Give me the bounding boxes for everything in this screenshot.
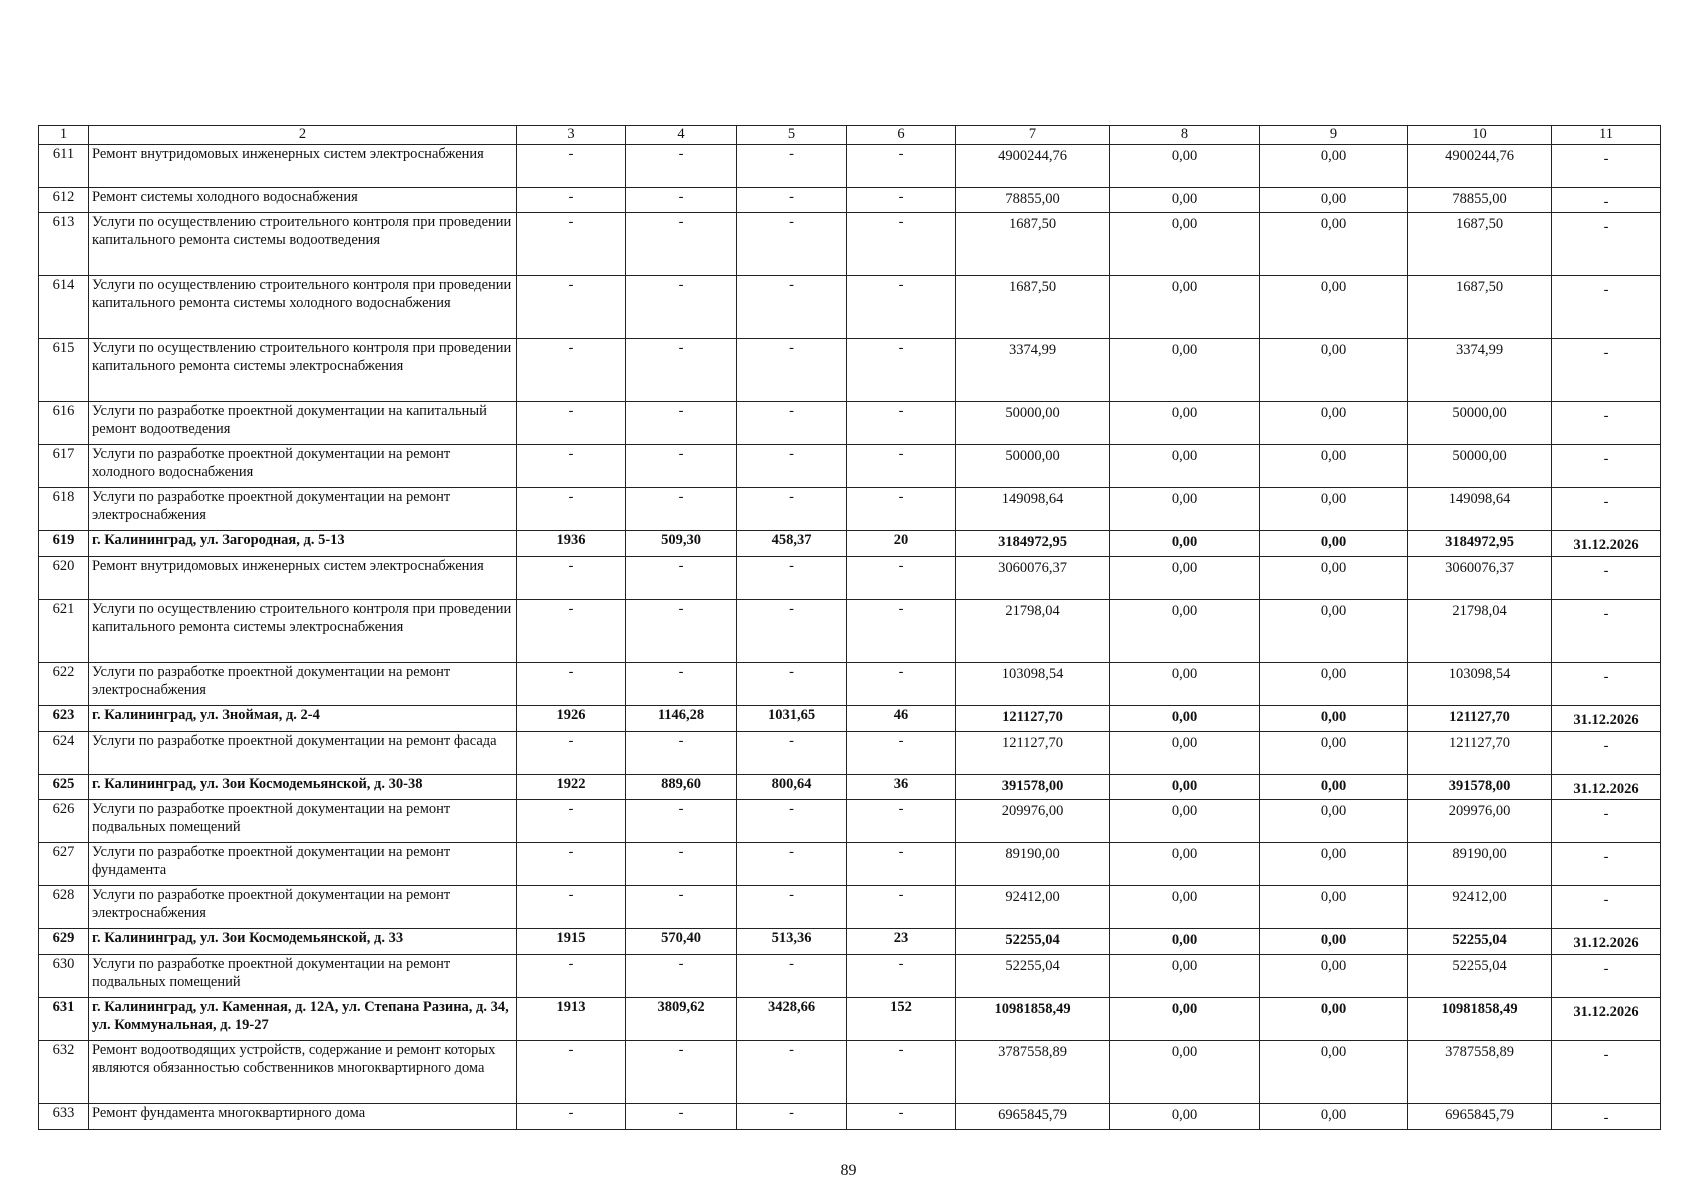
col5-cell: -: [737, 663, 847, 706]
col8-cell: 0,00: [1110, 402, 1260, 445]
col6-cell: -: [847, 187, 956, 213]
row-number-cell: 629: [39, 929, 89, 955]
address-row: [39, 998, 1661, 1041]
col11-cell: -: [1552, 600, 1661, 663]
col3-cell: -: [517, 800, 626, 843]
col4-cell: -: [626, 445, 737, 488]
col3-cell: -: [517, 445, 626, 488]
col4-cell: -: [626, 276, 737, 339]
col11-cell: 31.12.2026: [1552, 774, 1661, 800]
row-number-cell: 613: [39, 213, 89, 276]
col4-cell: 889,60: [626, 774, 737, 800]
col3-cell: -: [517, 663, 626, 706]
col7-cell: 3060076,37: [956, 557, 1110, 600]
col9-cell: 0,00: [1260, 600, 1408, 663]
col5-cell: -: [737, 339, 847, 402]
col8-cell: 0,00: [1110, 488, 1260, 531]
col3-cell: -: [517, 1104, 626, 1130]
row-number-cell: 622: [39, 663, 89, 706]
work-name-cell: Услуги по разработке проектной документации на ремонт электроснабжения: [89, 488, 517, 531]
col6-cell: 152: [847, 998, 956, 1041]
col8-cell: 0,00: [1110, 213, 1260, 276]
work-item-row: [39, 276, 1661, 339]
col7-cell: 149098,64: [956, 488, 1110, 531]
col6-cell: 46: [847, 706, 956, 732]
col3-cell: 1922: [517, 774, 626, 800]
work-name-cell: Ремонт водоотводящих устройств, содержание и ремонт которых являются обязанностью собственников многоквартирного дома: [89, 1041, 517, 1104]
work-name-cell: Ремонт системы холодного водоснабжения: [89, 187, 517, 213]
work-name-cell: Услуги по разработке проектной документации на ремонт подвальных помещений: [89, 955, 517, 998]
col6-cell: -: [847, 488, 956, 531]
column-header: 9: [1260, 126, 1408, 145]
address-row: [39, 929, 1661, 955]
work-item-row: [39, 955, 1661, 998]
col6-cell: -: [847, 800, 956, 843]
col9-cell: 0,00: [1260, 187, 1408, 213]
col8-cell: 0,00: [1110, 800, 1260, 843]
col3-cell: -: [517, 276, 626, 339]
col11-cell: -: [1552, 445, 1661, 488]
col7-cell: 78855,00: [956, 187, 1110, 213]
row-number-cell: 618: [39, 488, 89, 531]
col10-cell: 3060076,37: [1408, 557, 1552, 600]
col7-cell: 1687,50: [956, 213, 1110, 276]
row-number-cell: 630: [39, 955, 89, 998]
work-name-cell: Услуги по осуществлению строительного контроля при проведении капитального ремонта системы электроснабжения: [89, 600, 517, 663]
col6-cell: -: [847, 144, 956, 187]
col3-cell: -: [517, 843, 626, 886]
col4-cell: -: [626, 600, 737, 663]
work-item-row: [39, 600, 1661, 663]
col7-cell: 50000,00: [956, 402, 1110, 445]
col10-cell: 50000,00: [1408, 402, 1552, 445]
work-item-row: [39, 187, 1661, 213]
col11-cell: -: [1552, 488, 1661, 531]
header-row: [39, 126, 1661, 145]
col9-cell: 0,00: [1260, 800, 1408, 843]
col11-cell: -: [1552, 886, 1661, 929]
col4-cell: -: [626, 800, 737, 843]
work-name-cell: Услуги по осуществлению строительного контроля при проведении капитального ремонта системы электроснабжения: [89, 339, 517, 402]
col10-cell: 52255,04: [1408, 929, 1552, 955]
col5-cell: 458,37: [737, 531, 847, 557]
col8-cell: 0,00: [1110, 187, 1260, 213]
col11-cell: -: [1552, 731, 1661, 774]
col9-cell: 0,00: [1260, 843, 1408, 886]
col7-cell: 3184972,95: [956, 531, 1110, 557]
col10-cell: 121127,70: [1408, 706, 1552, 732]
work-item-row: [39, 213, 1661, 276]
row-number-cell: 616: [39, 402, 89, 445]
col6-cell: -: [847, 276, 956, 339]
col11-cell: 31.12.2026: [1552, 706, 1661, 732]
col7-cell: 92412,00: [956, 886, 1110, 929]
col7-cell: 50000,00: [956, 445, 1110, 488]
col9-cell: 0,00: [1260, 1104, 1408, 1130]
col5-cell: 800,64: [737, 774, 847, 800]
work-item-row: [39, 843, 1661, 886]
col4-cell: -: [626, 557, 737, 600]
work-name-cell: Ремонт фундамента многоквартирного дома: [89, 1104, 517, 1130]
col6-cell: -: [847, 731, 956, 774]
row-number-cell: 615: [39, 339, 89, 402]
col6-cell: -: [847, 600, 956, 663]
row-number-cell: 633: [39, 1104, 89, 1130]
col10-cell: 1687,50: [1408, 213, 1552, 276]
col5-cell: -: [737, 886, 847, 929]
col10-cell: 21798,04: [1408, 600, 1552, 663]
col7-cell: 10981858,49: [956, 998, 1110, 1041]
col9-cell: 0,00: [1260, 731, 1408, 774]
col5-cell: -: [737, 843, 847, 886]
col6-cell: 20: [847, 531, 956, 557]
work-name-cell: Услуги по разработке проектной документации на ремонт электроснабжения: [89, 886, 517, 929]
col5-cell: -: [737, 557, 847, 600]
col4-cell: -: [626, 955, 737, 998]
work-name-cell: Услуги по разработке проектной документации на ремонт электроснабжения: [89, 663, 517, 706]
address-row: [39, 706, 1661, 732]
col4-cell: -: [626, 1104, 737, 1130]
work-name-cell: Услуги по разработке проектной документации на капитальный ремонт водоотведения: [89, 402, 517, 445]
work-name-cell: Услуги по осуществлению строительного контроля при проведении капитального ремонта системы водоотведения: [89, 213, 517, 276]
col4-cell: -: [626, 663, 737, 706]
col3-cell: -: [517, 402, 626, 445]
col5-cell: -: [737, 1041, 847, 1104]
col3-cell: -: [517, 187, 626, 213]
col11-cell: 31.12.2026: [1552, 998, 1661, 1041]
col10-cell: 103098,54: [1408, 663, 1552, 706]
col3-cell: -: [517, 731, 626, 774]
col11-cell: 31.12.2026: [1552, 929, 1661, 955]
column-header: 10: [1408, 126, 1552, 145]
col8-cell: 0,00: [1110, 276, 1260, 339]
col7-cell: 4900244,76: [956, 144, 1110, 187]
row-number-cell: 626: [39, 800, 89, 843]
work-item-row: [39, 886, 1661, 929]
col8-cell: 0,00: [1110, 706, 1260, 732]
col10-cell: 149098,64: [1408, 488, 1552, 531]
col8-cell: 0,00: [1110, 929, 1260, 955]
row-number-cell: 614: [39, 276, 89, 339]
col10-cell: 78855,00: [1408, 187, 1552, 213]
column-header: 1: [39, 126, 89, 145]
col4-cell: -: [626, 339, 737, 402]
col7-cell: 3374,99: [956, 339, 1110, 402]
col10-cell: 52255,04: [1408, 955, 1552, 998]
row-number-cell: 625: [39, 774, 89, 800]
row-number-cell: 623: [39, 706, 89, 732]
work-item-row: [39, 557, 1661, 600]
col10-cell: 92412,00: [1408, 886, 1552, 929]
col8-cell: 0,00: [1110, 731, 1260, 774]
col3-cell: -: [517, 144, 626, 187]
column-header: 7: [956, 126, 1110, 145]
row-number-cell: 620: [39, 557, 89, 600]
col3-cell: 1936: [517, 531, 626, 557]
capital-repair-table: [38, 125, 1661, 1130]
col8-cell: 0,00: [1110, 843, 1260, 886]
col7-cell: 391578,00: [956, 774, 1110, 800]
work-name-cell: Услуги по осуществлению строительного контроля при проведении капитального ремонта системы холодного водоснабжения: [89, 276, 517, 339]
col9-cell: 0,00: [1260, 557, 1408, 600]
col9-cell: 0,00: [1260, 276, 1408, 339]
col9-cell: 0,00: [1260, 663, 1408, 706]
col9-cell: 0,00: [1260, 339, 1408, 402]
col5-cell: -: [737, 800, 847, 843]
row-number-cell: 627: [39, 843, 89, 886]
row-number-cell: 612: [39, 187, 89, 213]
col4-cell: -: [626, 213, 737, 276]
col9-cell: 0,00: [1260, 213, 1408, 276]
col3-cell: 1915: [517, 929, 626, 955]
col10-cell: 50000,00: [1408, 445, 1552, 488]
col7-cell: 89190,00: [956, 843, 1110, 886]
col4-cell: -: [626, 488, 737, 531]
col6-cell: -: [847, 213, 956, 276]
col11-cell: -: [1552, 402, 1661, 445]
col9-cell: 0,00: [1260, 144, 1408, 187]
col8-cell: 0,00: [1110, 886, 1260, 929]
col7-cell: 6965845,79: [956, 1104, 1110, 1130]
col11-cell: -: [1552, 843, 1661, 886]
col4-cell: -: [626, 843, 737, 886]
work-name-cell: Ремонт внутридомовых инженерных систем электроснабжения: [89, 144, 517, 187]
col7-cell: 52255,04: [956, 955, 1110, 998]
col3-cell: -: [517, 557, 626, 600]
col8-cell: 0,00: [1110, 339, 1260, 402]
col11-cell: -: [1552, 955, 1661, 998]
col6-cell: -: [847, 843, 956, 886]
col5-cell: 513,36: [737, 929, 847, 955]
col5-cell: 3428,66: [737, 998, 847, 1041]
col6-cell: 23: [847, 929, 956, 955]
col8-cell: 0,00: [1110, 998, 1260, 1041]
col5-cell: -: [737, 187, 847, 213]
col4-cell: -: [626, 402, 737, 445]
col6-cell: -: [847, 402, 956, 445]
work-name-cell: Услуги по разработке проектной документации на ремонт холодного водоснабжения: [89, 445, 517, 488]
col8-cell: 0,00: [1110, 531, 1260, 557]
col9-cell: 0,00: [1260, 929, 1408, 955]
col4-cell: -: [626, 1041, 737, 1104]
work-item-row: [39, 402, 1661, 445]
col11-cell: -: [1552, 276, 1661, 339]
col10-cell: 209976,00: [1408, 800, 1552, 843]
col8-cell: 0,00: [1110, 1104, 1260, 1130]
col11-cell: 31.12.2026: [1552, 531, 1661, 557]
col10-cell: 3374,99: [1408, 339, 1552, 402]
work-name-cell: Услуги по разработке проектной документации на ремонт подвальных помещений: [89, 800, 517, 843]
col7-cell: 1687,50: [956, 276, 1110, 339]
col10-cell: 3184972,95: [1408, 531, 1552, 557]
col5-cell: -: [737, 445, 847, 488]
col9-cell: 0,00: [1260, 998, 1408, 1041]
col4-cell: -: [626, 731, 737, 774]
col11-cell: -: [1552, 1104, 1661, 1130]
col4-cell: 570,40: [626, 929, 737, 955]
col3-cell: -: [517, 339, 626, 402]
work-name-cell: Услуги по разработке проектной документации на ремонт фасада: [89, 731, 517, 774]
col9-cell: 0,00: [1260, 774, 1408, 800]
col4-cell: 1146,28: [626, 706, 737, 732]
col10-cell: 89190,00: [1408, 843, 1552, 886]
col10-cell: 1687,50: [1408, 276, 1552, 339]
col7-cell: 121127,70: [956, 706, 1110, 732]
col8-cell: 0,00: [1110, 774, 1260, 800]
col11-cell: -: [1552, 557, 1661, 600]
col9-cell: 0,00: [1260, 445, 1408, 488]
row-number-cell: 617: [39, 445, 89, 488]
col3-cell: -: [517, 955, 626, 998]
col6-cell: -: [847, 1041, 956, 1104]
col3-cell: -: [517, 488, 626, 531]
col9-cell: 0,00: [1260, 531, 1408, 557]
col5-cell: -: [737, 955, 847, 998]
col4-cell: -: [626, 187, 737, 213]
column-header: 6: [847, 126, 956, 145]
col10-cell: 391578,00: [1408, 774, 1552, 800]
col3-cell: 1926: [517, 706, 626, 732]
col8-cell: 0,00: [1110, 557, 1260, 600]
col10-cell: 3787558,89: [1408, 1041, 1552, 1104]
row-number-cell: 621: [39, 600, 89, 663]
col9-cell: 0,00: [1260, 886, 1408, 929]
column-header: 2: [89, 126, 517, 145]
work-item-row: [39, 1104, 1661, 1130]
work-item-row: [39, 144, 1661, 187]
col4-cell: -: [626, 144, 737, 187]
row-number-cell: 619: [39, 531, 89, 557]
col8-cell: 0,00: [1110, 1041, 1260, 1104]
col7-cell: 52255,04: [956, 929, 1110, 955]
col4-cell: 509,30: [626, 531, 737, 557]
col8-cell: 0,00: [1110, 955, 1260, 998]
column-header: 8: [1110, 126, 1260, 145]
col5-cell: 1031,65: [737, 706, 847, 732]
col6-cell: -: [847, 339, 956, 402]
col4-cell: -: [626, 886, 737, 929]
column-header: 4: [626, 126, 737, 145]
address-row: [39, 531, 1661, 557]
col10-cell: 4900244,76: [1408, 144, 1552, 187]
col3-cell: 1913: [517, 998, 626, 1041]
col8-cell: 0,00: [1110, 445, 1260, 488]
col8-cell: 0,00: [1110, 600, 1260, 663]
col7-cell: 3787558,89: [956, 1041, 1110, 1104]
col6-cell: -: [847, 557, 956, 600]
col11-cell: -: [1552, 663, 1661, 706]
col7-cell: 21798,04: [956, 600, 1110, 663]
col6-cell: -: [847, 955, 956, 998]
work-name-cell: Ремонт внутридомовых инженерных систем электроснабжения: [89, 557, 517, 600]
col5-cell: -: [737, 402, 847, 445]
col8-cell: 0,00: [1110, 663, 1260, 706]
col4-cell: 3809,62: [626, 998, 737, 1041]
col9-cell: 0,00: [1260, 706, 1408, 732]
work-name-cell: г. Калининград, ул. Каменная, д. 12А, ул. Степана Разина, д. 34, ул. Коммунальная, д. 19-27: [89, 998, 517, 1041]
work-item-row: [39, 663, 1661, 706]
col6-cell: -: [847, 663, 956, 706]
column-header: 3: [517, 126, 626, 145]
col3-cell: -: [517, 213, 626, 276]
col11-cell: -: [1552, 800, 1661, 843]
row-number-cell: 624: [39, 731, 89, 774]
col8-cell: 0,00: [1110, 144, 1260, 187]
col9-cell: 0,00: [1260, 955, 1408, 998]
col5-cell: -: [737, 276, 847, 339]
work-item-row: [39, 488, 1661, 531]
page-number: 89: [840, 1162, 857, 1179]
work-item-row: [39, 445, 1661, 488]
column-header: 5: [737, 126, 847, 145]
col10-cell: 10981858,49: [1408, 998, 1552, 1041]
work-name-cell: г. Калининград, ул. Зноймая, д. 2-4: [89, 706, 517, 732]
col10-cell: 121127,70: [1408, 731, 1552, 774]
work-name-cell: г. Калининград, ул. Зои Космодемьянской, д. 30-38: [89, 774, 517, 800]
row-number-cell: 628: [39, 886, 89, 929]
work-item-row: [39, 339, 1661, 402]
col3-cell: -: [517, 886, 626, 929]
col5-cell: -: [737, 488, 847, 531]
col9-cell: 0,00: [1260, 1041, 1408, 1104]
row-number-cell: 632: [39, 1041, 89, 1104]
col6-cell: -: [847, 886, 956, 929]
col3-cell: -: [517, 600, 626, 663]
col5-cell: -: [737, 213, 847, 276]
col3-cell: -: [517, 1041, 626, 1104]
col5-cell: -: [737, 144, 847, 187]
col11-cell: -: [1552, 213, 1661, 276]
col5-cell: -: [737, 1104, 847, 1130]
col5-cell: -: [737, 731, 847, 774]
work-name-cell: г. Калининград, ул. Зои Космодемьянской, д. 33: [89, 929, 517, 955]
work-item-row: [39, 731, 1661, 774]
col11-cell: -: [1552, 144, 1661, 187]
address-row: [39, 774, 1661, 800]
col11-cell: -: [1552, 339, 1661, 402]
row-number-cell: 631: [39, 998, 89, 1041]
col6-cell: -: [847, 445, 956, 488]
work-item-row: [39, 800, 1661, 843]
work-name-cell: Услуги по разработке проектной документации на ремонт фундамента: [89, 843, 517, 886]
col6-cell: -: [847, 1104, 956, 1130]
col9-cell: 0,00: [1260, 402, 1408, 445]
work-name-cell: г. Калининград, ул. Загородная, д. 5-13: [89, 531, 517, 557]
col9-cell: 0,00: [1260, 488, 1408, 531]
col10-cell: 6965845,79: [1408, 1104, 1552, 1130]
col7-cell: 121127,70: [956, 731, 1110, 774]
col7-cell: 209976,00: [956, 800, 1110, 843]
col11-cell: -: [1552, 187, 1661, 213]
col11-cell: -: [1552, 1041, 1661, 1104]
work-item-row: [39, 1041, 1661, 1104]
col5-cell: -: [737, 600, 847, 663]
col6-cell: 36: [847, 774, 956, 800]
column-header: 11: [1552, 126, 1661, 145]
col7-cell: 103098,54: [956, 663, 1110, 706]
row-number-cell: 611: [39, 144, 89, 187]
